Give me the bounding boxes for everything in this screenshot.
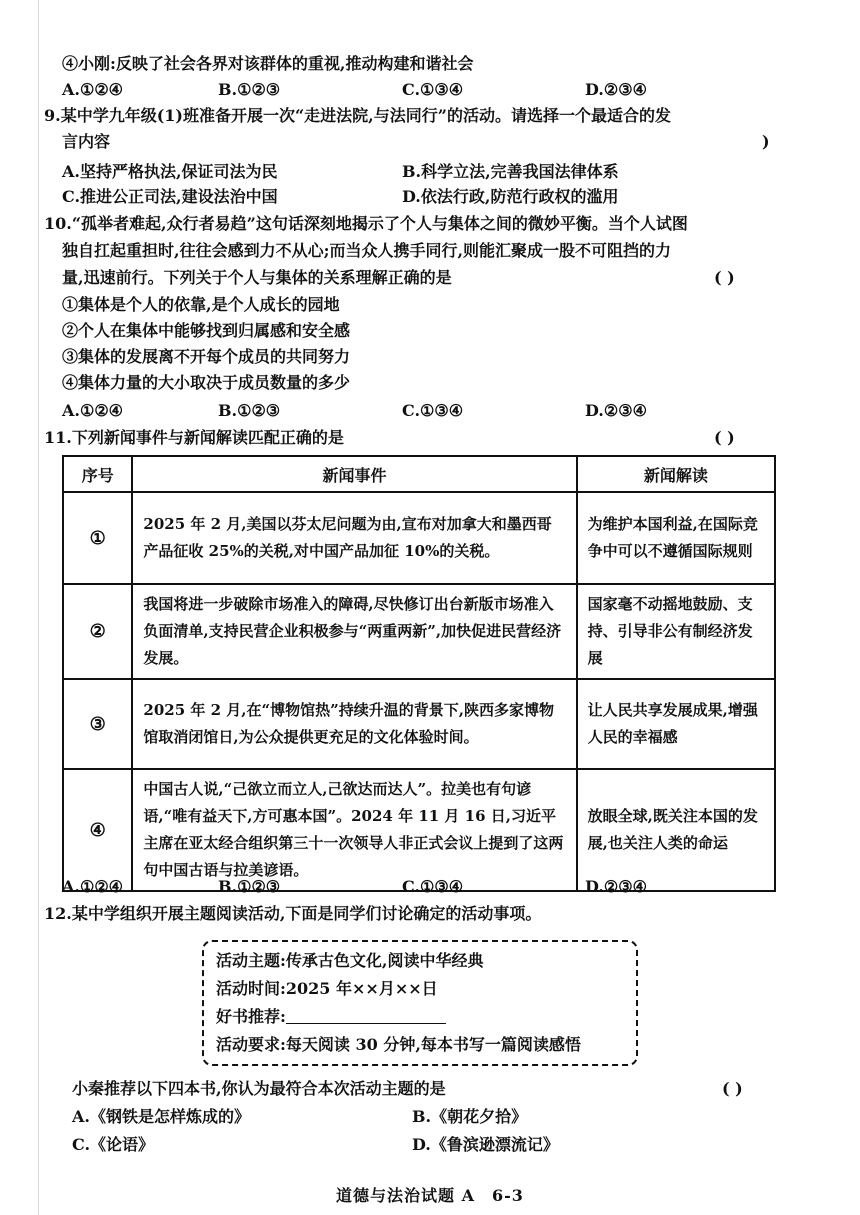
q11-option-d: D.②③④ <box>585 877 647 896</box>
q10-option-b: B.①②③ <box>218 401 281 420</box>
q10-stem-line2: 独自扛起重担时,往往会感到力不从心;而当众人携手同行,则能汇聚成一股不可阻挡的力 <box>62 241 672 260</box>
q11-option-a: A.①②④ <box>62 877 124 896</box>
q12-stem: 12.某中学组织开展主题阅读活动,下面是同学们讨论确定的活动事项。 <box>44 904 542 923</box>
page-footer: 道德与法治试题 A 6-3 <box>336 1186 524 1205</box>
table-row <box>63 492 775 584</box>
row-event: 我国将进一步破除市场准入的障碍,尽快修订出台新版市场准入负面清单,支持民营企业积极参与“两重两新”,加快促进民营经济发展。 <box>132 584 576 679</box>
fill-in-blank <box>286 1007 446 1024</box>
q8-item-4: ④小刚:反映了社会各界对该群体的重视,推动构建和谐社会 <box>62 54 474 73</box>
activity-time: 活动时间:2025 年××月××日 <box>216 979 438 998</box>
news-table <box>62 455 776 892</box>
q9-answer-paren: ) <box>762 132 770 151</box>
row-event: 中国古人说,“己欲立而立人,己欲达而达人”。拉美也有句谚语,“唯有益天下,方可惠本国”。2024 年 11 月 16 日,习近平主席在亚太经合组织第三十一次领导人非正式会议上提到了这两句中国古语与拉美谚语。 <box>132 769 576 891</box>
q12-option-a: A.《钢铁是怎样炼成的》 <box>72 1107 250 1126</box>
q10-item-1: ①集体是个人的依靠,是个人成长的园地 <box>62 295 340 314</box>
q9-stem-line1: 9.某中学九年级(1)班准备开展一次“走进法院,与法同行”的活动。请选择一个最适合的发 <box>44 106 671 125</box>
q10-option-c: C.①③④ <box>402 401 464 420</box>
row-number: ④ <box>63 769 132 891</box>
row-interpretation: 让人民共享发展成果,增强人民的幸福感 <box>577 679 775 769</box>
q12-answer-paren: ( ) <box>722 1079 743 1098</box>
q11-option-b: B.①②③ <box>218 877 281 896</box>
header-event: 新闻事件 <box>132 456 576 492</box>
row-event: 2025 年 2 月,在“博物馆热”持续升温的背景下,陕西多家博物馆取消闭馆日,为公众提供更充足的文化体验时间。 <box>132 679 576 769</box>
row-number: ① <box>63 492 132 584</box>
row-number: ③ <box>63 679 132 769</box>
q10-option-d: D.②③④ <box>585 401 647 420</box>
q9-option-d: D.依法行政,防范行政权的滥用 <box>402 187 619 206</box>
q8-option-b: B.①②③ <box>218 80 281 99</box>
row-interpretation: 国家毫不动摇地鼓励、支持、引导非公有制经济发展 <box>577 584 775 679</box>
q11-answer-paren: ( ) <box>714 428 735 447</box>
q8-option-a: A.①②④ <box>62 80 124 99</box>
row-event: 2025 年 2 月,美国以芬太尼问题为由,宣布对加拿大和墨西哥产品征收 25%的关税,对中国产品加征 10%的关税。 <box>132 492 576 584</box>
q12-option-d: D.《鲁滨逊漂流记》 <box>412 1135 559 1154</box>
q9-option-c: C.推进公正司法,建设法治中国 <box>62 187 278 206</box>
header-number: 序号 <box>63 456 132 492</box>
q11-option-c: C.①③④ <box>402 877 464 896</box>
activity-theme: 活动主题:传承古色文化,阅读中华经典 <box>216 951 484 970</box>
q10-item-4: ④集体力量的大小取决于成员数量的多少 <box>62 373 351 392</box>
activity-books-label: 好书推荐: <box>216 1007 286 1026</box>
page-left-edge <box>38 0 39 1215</box>
q12-question: 小秦推荐以下四本书,你认为最符合本次活动主题的是 <box>72 1079 446 1098</box>
row-number: ② <box>63 584 132 679</box>
header-interpretation: 新闻解读 <box>577 456 775 492</box>
q11-stem: 11.下列新闻事件与新闻解读匹配正确的是 <box>44 428 344 447</box>
news-table-header <box>63 456 775 492</box>
q10-answer-paren: ( ) <box>714 268 735 287</box>
q8-option-c: C.①③④ <box>402 80 464 99</box>
q10-stem-line3: 量,迅速前行。下列关于个人与集体的关系理解正确的是 <box>62 268 452 287</box>
table-row <box>63 769 775 891</box>
q12-option-b: B.《朝花夕拾》 <box>412 1107 528 1126</box>
activity-books-row <box>216 1006 446 1028</box>
activity-requirement: 活动要求:每天阅读 30 分钟,每本书写一篇阅读感悟 <box>216 1035 581 1054</box>
q9-option-b: B.科学立法,完善我国法律体系 <box>402 162 619 181</box>
q10-item-3: ③集体的发展离不开每个成员的共同努力 <box>62 347 351 366</box>
table-row <box>63 584 775 679</box>
row-interpretation: 为维护本国利益,在国际竞争中可以不遵循国际规则 <box>577 492 775 584</box>
q9-option-a: A.坚持严格执法,保证司法为民 <box>62 162 278 181</box>
q12-option-c: C.《论语》 <box>72 1135 155 1154</box>
q10-option-a: A.①②④ <box>62 401 124 420</box>
table-row <box>63 679 775 769</box>
row-interpretation: 放眼全球,既关注本国的发展,也关注人类的命运 <box>577 769 775 891</box>
q9-stem-line2: 言内容 <box>62 132 111 151</box>
activity-notice-box <box>202 940 638 1066</box>
q8-option-d: D.②③④ <box>585 80 647 99</box>
q10-stem-line1: 10.“孤举者难起,众行者易趋”这句话深刻地揭示了个人与集体之间的微妙平衡。当个人试图 <box>44 214 688 233</box>
q10-item-2: ②个人在集体中能够找到归属感和安全感 <box>62 321 351 340</box>
